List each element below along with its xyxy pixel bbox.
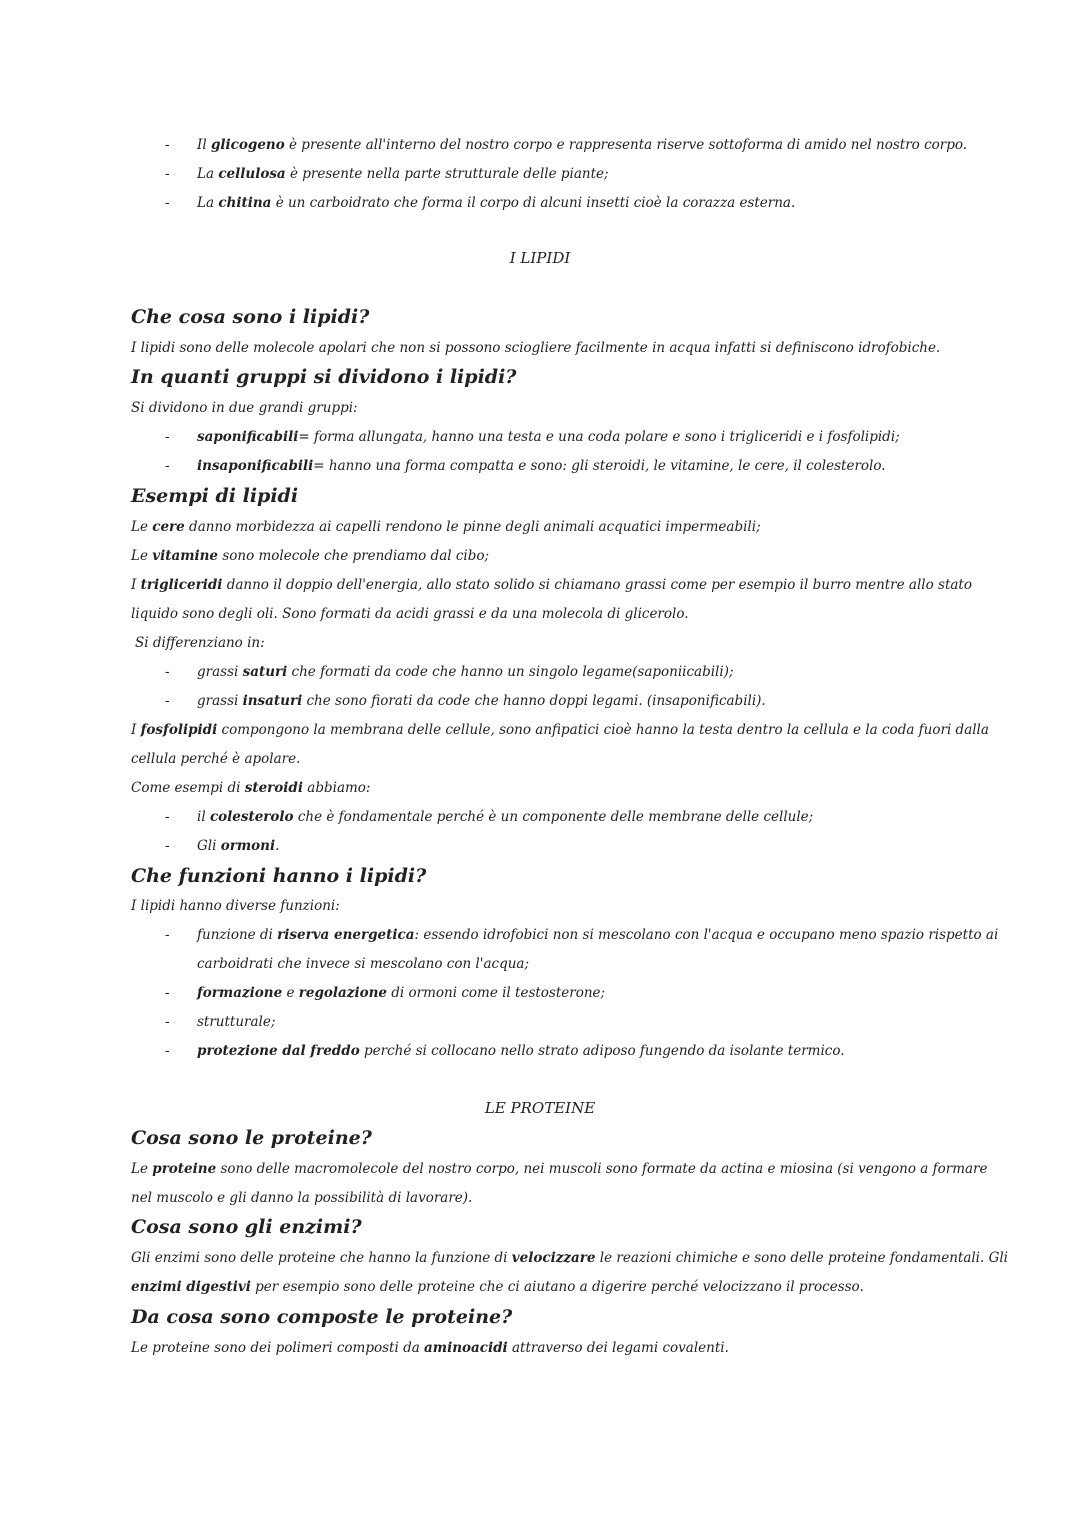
bullet-dash: - (165, 838, 170, 854)
bullet-dash: - (165, 137, 170, 153)
paragraph: enzimi digestivi per esempio sono delle proteine che ci aiutano a digerire perché velocizzano il processo. (131, 1279, 864, 1295)
list-item-continuation: carboidrati che invece si mescolano con l'acqua; (197, 956, 530, 972)
bullet-dash: - (165, 927, 170, 943)
section-title-lipidi: I LIPIDI (509, 249, 571, 267)
paragraph: I lipidi sono delle molecole apolari che non si possono sciogliere facilmente in acqua infatti si definiscono idrofobiche. (131, 340, 941, 356)
bullet-dash: - (165, 1043, 170, 1059)
paragraph: Le proteine sono dei polimeri composti da aminoacidi attraverso dei legami covalenti. (131, 1340, 729, 1356)
question-heading: Cosa sono le proteine? (131, 1127, 372, 1149)
paragraph: I fosfolipidi compongono la membrana delle cellule, sono anfipatici cioè hanno la testa dentro la cellula e la coda fuori dalla (131, 722, 989, 738)
list-item-saponificabili: saponificabili= forma allungata, hanno una testa e una coda polare e sono i trigliceridi e i fosfolipidi; (197, 429, 900, 445)
paragraph: Si dividono in due grandi gruppi: (131, 400, 358, 416)
paragraph: Come esempi di steroidi abbiamo: (131, 780, 371, 796)
list-item-ormoni: Gli ormoni. (197, 838, 280, 854)
paragraph: nel muscolo e gli danno la possibilità di lavorare). (131, 1190, 473, 1206)
bullet-dash: - (165, 458, 170, 474)
bullet-dash: - (165, 985, 170, 1001)
question-heading: Che cosa sono i lipidi? (131, 306, 370, 328)
paragraph: Le vitamine sono molecole che prendiamo dal cibo; (131, 548, 490, 564)
list-item-insaturi: grassi insaturi che sono fiorati da code che hanno doppi legami. (insaponificabili). (197, 693, 766, 709)
paragraph: Gli enzimi sono delle proteine che hanno la funzione di velocizzare le reazioni chimiche e sono delle proteine fondamentali. Gli (131, 1250, 1009, 1266)
question-heading: Esempi di lipidi (131, 485, 299, 507)
list-item-glicogeno: Il glicogeno è presente all'interno del nostro corpo e rappresenta riserve sottoforma di amido nel nostro corpo. (197, 137, 968, 153)
section-title-proteine: LE PROTEINE (484, 1099, 596, 1117)
paragraph: cellula perché è apolare. (131, 751, 301, 767)
list-item-formazione: formazione e regolazione di ormoni come il testosterone; (197, 985, 606, 1001)
question-heading: Da cosa sono composte le proteine? (131, 1306, 513, 1328)
list-item-strutturale: strutturale; (197, 1014, 276, 1030)
bullet-dash: - (165, 166, 170, 182)
bullet-dash: - (165, 195, 170, 211)
paragraph: I trigliceridi danno il doppio dell'energia, allo stato solido si chiamano grassi come per esempio il burro mentre allo stato (131, 577, 972, 593)
bullet-dash: - (165, 429, 170, 445)
question-heading: Cosa sono gli enzimi? (131, 1216, 362, 1238)
question-heading: Che funzioni hanno i lipidi? (131, 865, 427, 887)
list-item-riserva: funzione di riserva energetica: essendo idrofobici non si mescolano con l'acqua e occupano meno spazio rispetto ai (197, 927, 999, 943)
bullet-dash: - (165, 664, 170, 680)
paragraph: I lipidi hanno diverse funzioni: (131, 898, 340, 914)
list-item-colesterolo: il colesterolo che è fondamentale perché è un componente delle membrane delle cellule; (197, 809, 814, 825)
bullet-dash: - (165, 693, 170, 709)
list-item-cellulosa: La cellulosa è presente nella parte strutturale delle piante; (197, 166, 609, 182)
list-item-chitina: La chitina è un carboidrato che forma il corpo di alcuni insetti cioè la corazza esterna. (197, 195, 796, 211)
paragraph: liquido sono degli oli. Sono formati da acidi grassi e da una molecola di glicerolo. (131, 606, 689, 622)
bullet-dash: - (165, 809, 170, 825)
question-heading: In quanti gruppi si dividono i lipidi? (131, 366, 517, 388)
paragraph: Le proteine sono delle macromolecole del nostro corpo, nei muscoli sono formate da actina e miosina (si vengono a formare (131, 1161, 988, 1177)
list-item-protezione: protezione dal freddo perché si collocano nello strato adiposo fungendo da isolante termico. (197, 1043, 845, 1059)
list-item-saturi: grassi saturi che formati da code che hanno un singolo legame(saponiicabili); (197, 664, 734, 680)
bullet-dash: - (165, 1014, 170, 1030)
list-item-insaponificabili: insaponificabili= hanno una forma compatta e sono: gli steroidi, le vitamine, le cere, il colesterolo. (197, 458, 886, 474)
paragraph: Si differenziano in: (135, 635, 265, 651)
paragraph: Le cere danno morbidezza ai capelli rendono le pinne degli animali acquatici impermeabili; (131, 519, 761, 535)
